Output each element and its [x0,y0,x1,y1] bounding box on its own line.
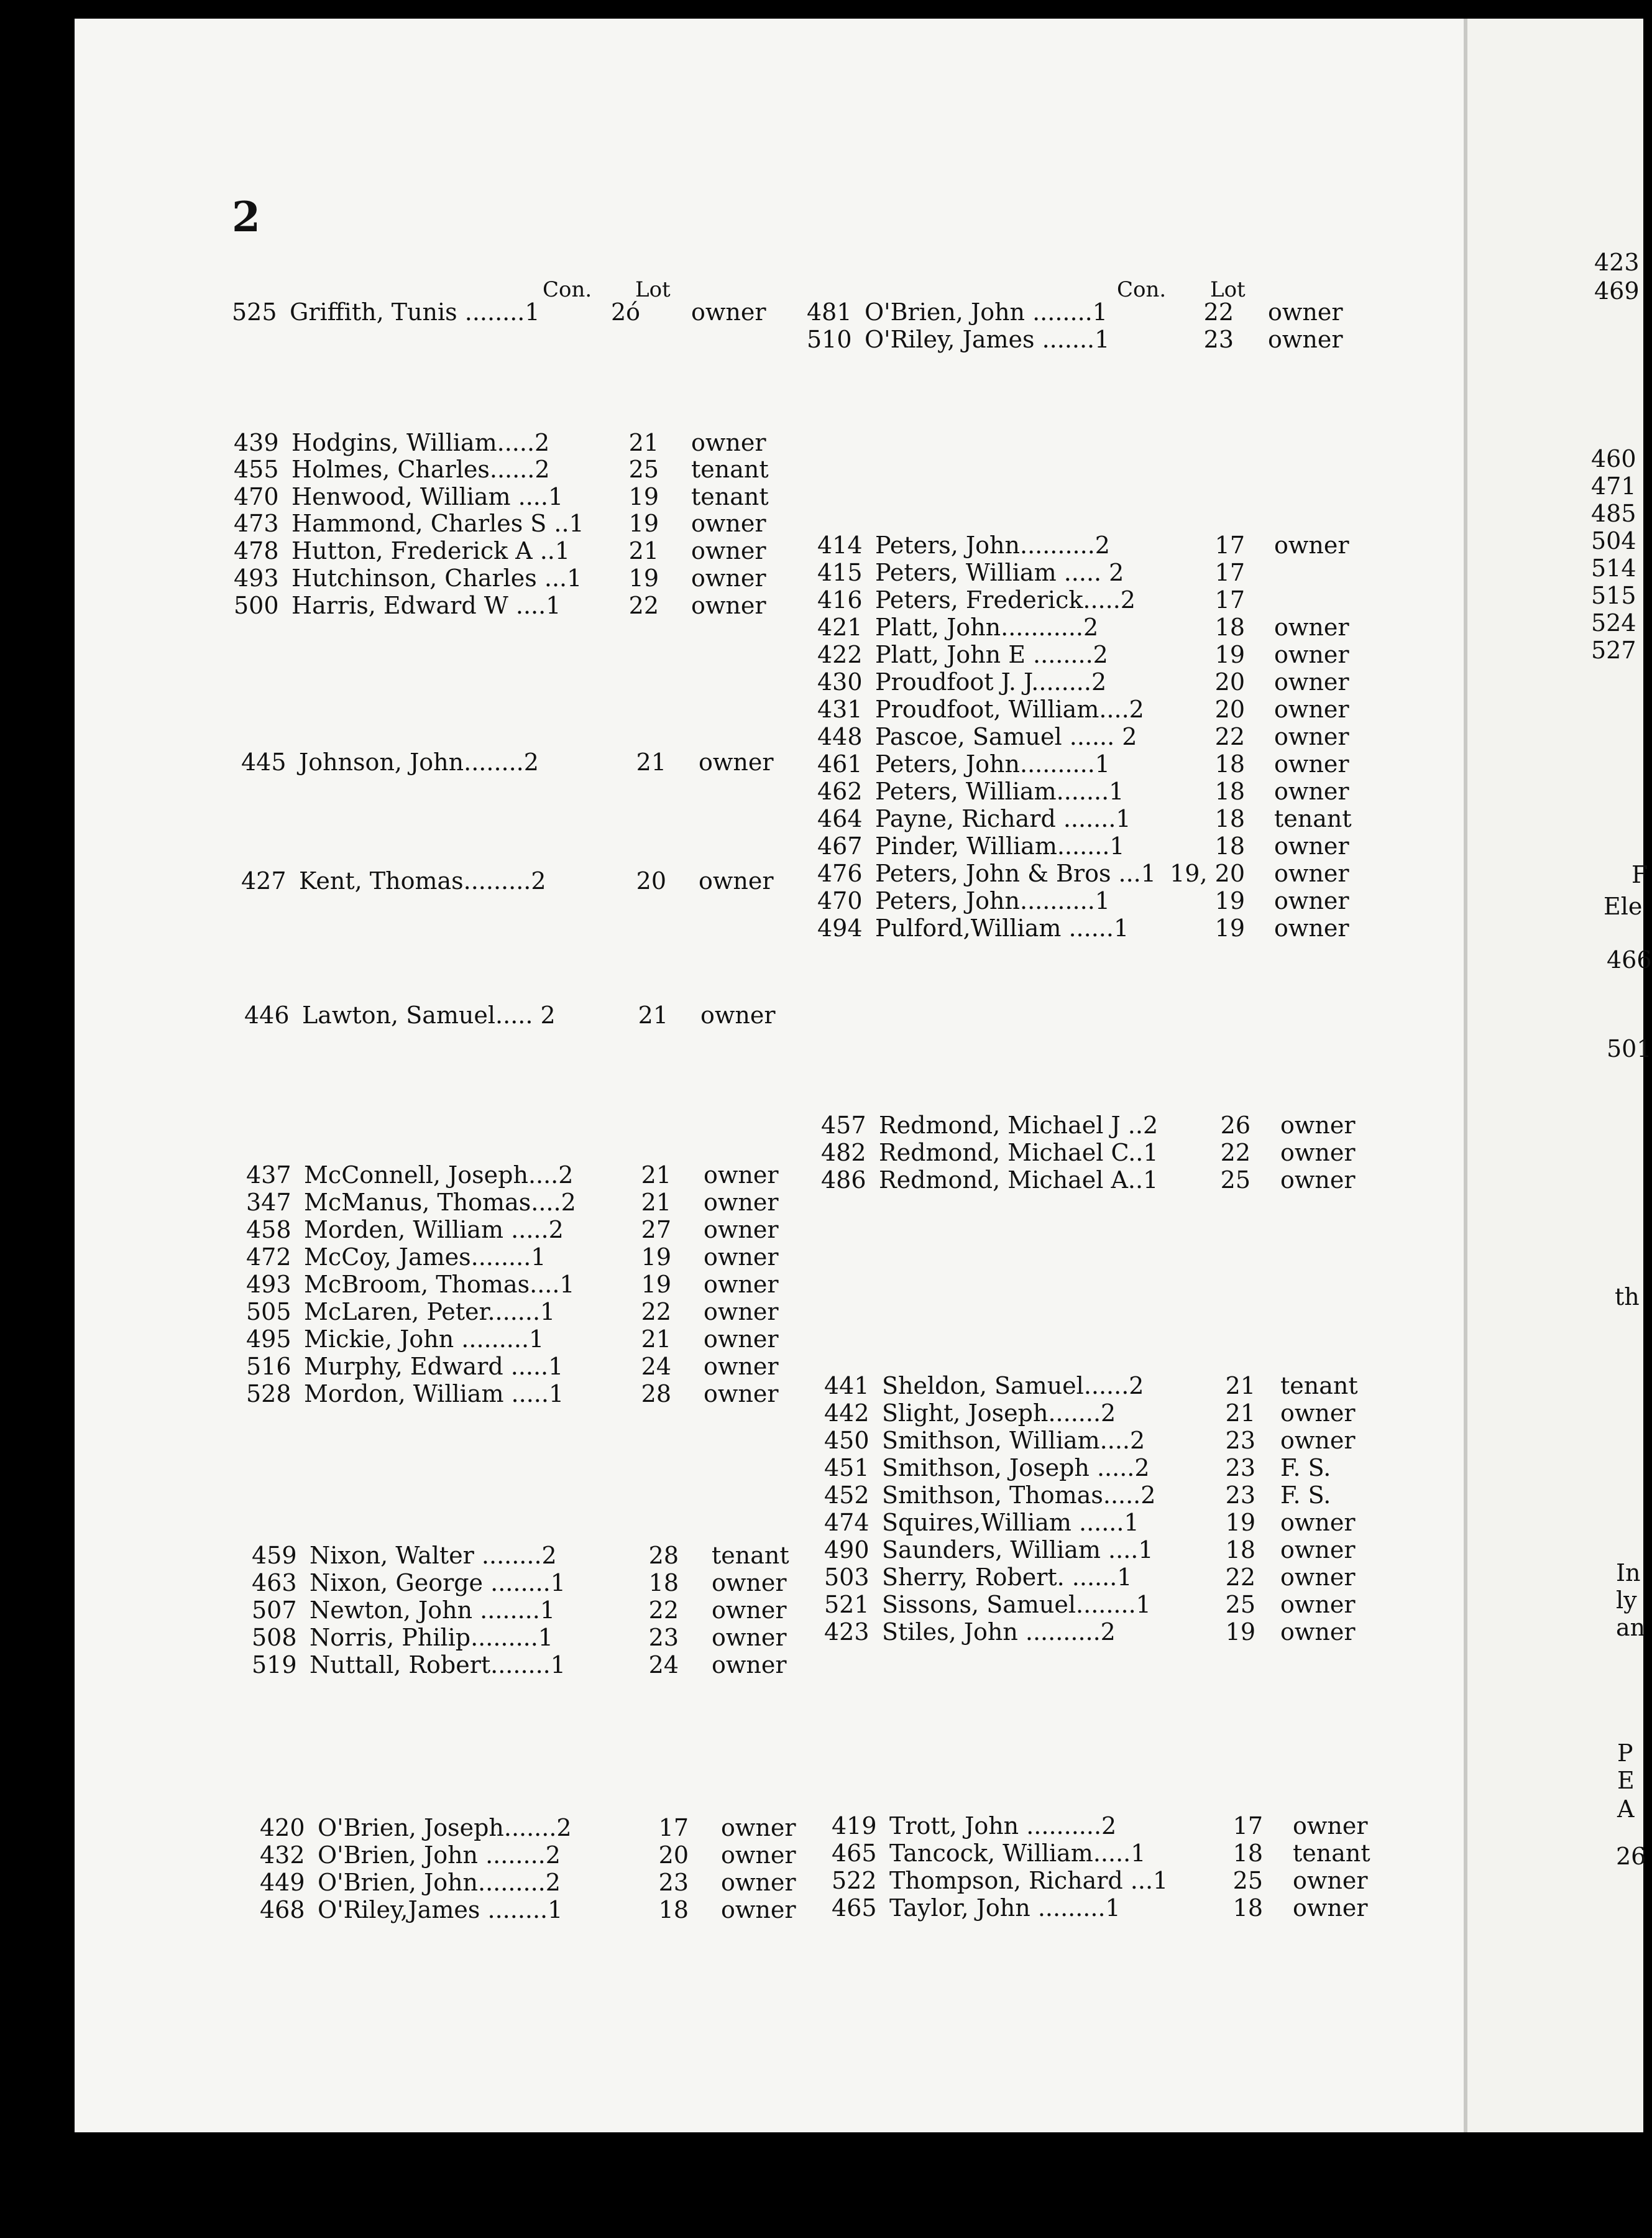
entry-name-con: Smithson, William....2 [882,1427,1145,1454]
entry-number: 521 [824,1591,870,1618]
entry-number: 494 [817,914,863,942]
entry-status: owner [704,1216,779,1243]
entry-number: 445 [241,748,287,776]
entry-name-con: Stiles, John ..........2 [882,1618,1116,1646]
entry-name-con: McConnell, Joseph....2 [304,1161,574,1189]
entry-lot: 24 [648,1651,679,1678]
entry-name-con: Proudfoot J. J........2 [875,668,1107,696]
entry-lot: 22 [648,1596,679,1624]
entry-status: owner [1280,1139,1356,1166]
entry-status: owner [691,510,766,537]
entry-number: 448 [817,723,863,750]
entry-name-con: Pinder, William.......1 [875,832,1125,860]
entry-name-con: Payne, Richard .......1 [875,805,1131,832]
entry-lot: 17 [658,1814,689,1841]
entry-lot: 27 [641,1216,671,1243]
entry-number: 528 [246,1380,291,1407]
entry-name-con: McLaren, Peter.......1 [304,1298,556,1325]
entry-lot: 25 [1220,1166,1250,1194]
entry-status: owner [699,748,774,776]
entry-number: 465 [832,1840,877,1867]
entry-status: owner [704,1161,779,1189]
entry-status: owner [712,1624,787,1651]
entry-lot: 19, 20 [1170,860,1245,887]
entry-number: 482 [821,1139,866,1166]
entry-name-con: Trott, John ..........2 [889,1812,1117,1840]
adjacent-page-fragment: 504 [1591,527,1636,555]
entry-lot: 18 [1225,1536,1255,1563]
entry-status: tenant [691,483,769,510]
entry-number: 462 [817,778,863,805]
entry-status: F. S. [1280,1454,1331,1481]
entry-name-con: McBroom, Thomas....1 [304,1271,575,1298]
entry-status: owner [712,1651,787,1678]
entry-name-con: Smithson, Joseph .....2 [882,1454,1150,1481]
entry-number: 516 [246,1353,291,1380]
entry-number: 450 [824,1427,870,1454]
entry-name-con: Peters, William ..... 2 [875,559,1124,586]
entry-number: 457 [821,1112,866,1139]
entry-status: owner [704,1189,779,1216]
entry-status: owner [699,867,774,895]
entry-lot: 17 [1232,1812,1263,1840]
entry-name-con: Nuttall, Robert........1 [310,1651,566,1678]
entry-name-con: Johnson, John........2 [299,748,539,776]
entry-status: owner [1274,832,1349,860]
entry-number: 430 [817,668,863,696]
entry-status: owner [691,298,766,326]
entry-name-con: O'Riley,James ........1 [318,1896,563,1923]
entry-number: 473 [234,510,279,537]
entry-lot: 22 [1214,723,1245,750]
adjacent-page-fragment: F [1631,861,1648,888]
entry-status: owner [1274,641,1349,668]
entry-lot: 17 [1214,532,1245,559]
entry-number: 465 [832,1894,877,1922]
entry-name-con: Pulford,William ......1 [875,914,1129,942]
entry-status: owner [1274,614,1349,641]
entry-lot: 21 [641,1161,671,1189]
entry-lot: 19 [1225,1509,1255,1536]
entry-number: 455 [234,456,279,483]
entry-lot: 21 [1225,1372,1255,1399]
entry-name-con: Platt, John E ........2 [875,641,1108,668]
entry-status: F. S. [1280,1481,1331,1509]
entry-name-con: Slight, Joseph.......2 [882,1399,1116,1427]
adjacent-page-fragment: 469 [1594,277,1640,305]
entry-name-con: Saunders, William ....1 [882,1536,1154,1563]
entry-lot: 22 [628,592,659,619]
entry-name-con: O'Brien, John.........2 [318,1869,561,1896]
entry-status: owner [1293,1894,1368,1922]
entry-lot: 24 [641,1353,671,1380]
adjacent-page-fragment: th [1615,1283,1640,1310]
entry-status: owner [712,1596,787,1624]
entry-number: 451 [824,1454,870,1481]
entry-status: owner [1280,1618,1356,1646]
entry-lot: 20 [1214,668,1245,696]
entry-name-con: Redmond, Michael J ..2 [879,1112,1159,1139]
entry-lot: 21 [641,1325,671,1353]
entry-number: 452 [824,1481,870,1509]
entry-name-con: Redmond, Michael A..1 [879,1166,1159,1194]
entry-status: owner [691,537,766,564]
entry-number: 476 [817,860,863,887]
entry-lot: 21 [641,1189,671,1216]
entry-lot: 20 [658,1841,689,1869]
entry-name-con: Henwood, William ....1 [291,483,564,510]
entry-lot: 18 [658,1896,689,1923]
entry-number: 478 [234,537,279,564]
entry-lot: 28 [648,1542,679,1569]
entry-number: 505 [246,1298,291,1325]
entry-lot: 19 [1214,914,1245,942]
entry-status: owner [1293,1812,1368,1840]
entry-number: 419 [832,1812,877,1840]
entry-name-con: Sheldon, Samuel......2 [882,1372,1144,1399]
adjacent-page-fragment: 423 [1594,249,1640,276]
entry-status: owner [1274,887,1349,914]
entry-lot: 22 [1220,1139,1250,1166]
entry-name-con: Sherry, Robert. ......1 [882,1563,1132,1591]
entry-number: 510 [807,326,852,353]
entry-lot: 18 [1214,832,1245,860]
adjacent-page-fragment: 26 [1616,1843,1646,1870]
entry-name-con: Proudfoot, William....2 [875,696,1144,723]
entry-lot: 23 [658,1869,689,1896]
entry-name-con: O'Riley, James .......1 [865,326,1110,353]
entry-lot: 21 [638,1002,668,1029]
entry-number: 347 [246,1189,291,1216]
entry-status: owner [691,564,766,592]
entry-number: 420 [260,1814,305,1841]
entry-number: 459 [252,1542,297,1569]
entry-name-con: Harris, Edward W ....1 [291,592,561,619]
entry-number: 463 [252,1569,297,1596]
entry-name-con: Peters, Frederick.....2 [875,586,1136,614]
entry-lot: 25 [1232,1867,1263,1894]
entry-lot: 28 [641,1380,671,1407]
adjacent-page-fragment: ly [1616,1586,1637,1614]
entry-name-con: Taylor, John .........1 [889,1894,1121,1922]
adjacent-page-fragment: 515 [1591,582,1636,609]
entry-number: 470 [234,483,279,510]
entry-status: owner [1268,326,1343,353]
entry-status: owner [1280,1112,1356,1139]
entry-lot: 17 [1214,559,1245,586]
entry-status: owner [1274,668,1349,696]
entry-name-con: Smithson, Thomas.....2 [882,1481,1156,1509]
entry-number: 472 [246,1243,291,1271]
entry-name-con: Sissons, Samuel........1 [882,1591,1151,1618]
entry-status: owner [1274,860,1349,887]
entry-lot: 19 [641,1271,671,1298]
entry-status: owner [1280,1563,1356,1591]
adjacent-page-fragment: E [1617,1767,1635,1794]
entry-lot: 21 [1225,1399,1255,1427]
entry-status: owner [691,429,766,456]
entry-number: 508 [252,1624,297,1651]
adjacent-page-fragment: 514 [1591,555,1636,582]
entry-number: 414 [817,532,863,559]
entry-lot: 18 [1214,805,1245,832]
entry-lot: 18 [1214,614,1245,641]
entry-number: 493 [234,564,279,592]
entry-number: 493 [246,1271,291,1298]
entry-name-con: O'Brien, John ........1 [865,298,1108,326]
entry-number: 446 [244,1002,290,1029]
entry-number: 503 [824,1563,870,1591]
entry-name-con: Peters, John..........2 [875,532,1110,559]
entry-name-con: Platt, John...........2 [875,614,1099,641]
entry-name-con: Pascoe, Samuel ...... 2 [875,723,1137,750]
entry-number: 431 [817,696,863,723]
entry-number: 490 [824,1536,870,1563]
entry-name-con: Redmond, Michael C..1 [879,1139,1159,1166]
entry-status: owner [700,1002,776,1029]
entry-number: 437 [246,1161,291,1189]
entry-number: 474 [824,1509,870,1536]
entry-status: owner [721,1869,796,1896]
entry-number: 439 [234,429,279,456]
adjacent-page-fragment: A [1617,1795,1635,1823]
entry-status: owner [1274,914,1349,942]
entry-status: owner [1280,1536,1356,1563]
entry-number: 525 [232,298,277,326]
entry-name-con: O'Brien, John ........2 [318,1841,561,1869]
entry-lot: 17 [1214,586,1245,614]
page-number: 2 [232,193,260,241]
entry-status: owner [1280,1509,1356,1536]
entry-status: owner [704,1243,779,1271]
adjacent-page-fragment: 524 [1591,609,1636,637]
entry-lot: 21 [628,537,659,564]
entry-name-con: Tancock, William.....1 [889,1840,1146,1867]
entry-lot: 23 [1225,1454,1255,1481]
entry-name-con: Peters, John..........1 [875,750,1110,778]
entry-name-con: Mordon, William .....1 [304,1380,564,1407]
entry-lot: 19 [1214,641,1245,668]
entry-status: owner [1274,696,1349,723]
entry-status: tenant [1274,805,1352,832]
entry-status: owner [1274,532,1349,559]
entry-number: 416 [817,586,863,614]
entry-lot: 20 [1214,696,1245,723]
entry-name-con: O'Brien, Joseph.......2 [318,1814,572,1841]
con-header-right: Con. [1117,277,1167,302]
entry-status: owner [721,1841,796,1869]
entry-name-con: Nixon, Walter ........2 [310,1542,557,1569]
entry-number: 519 [252,1651,297,1678]
entry-number: 486 [821,1166,866,1194]
adjacent-page-fragment: 460 [1591,445,1636,472]
entry-number: 507 [252,1596,297,1624]
entry-lot: 23 [1225,1481,1255,1509]
entry-status: owner [704,1380,779,1407]
entry-number: 467 [817,832,863,860]
entry-lot: 18 [1232,1894,1263,1922]
entry-number: 441 [824,1372,870,1399]
entry-number: 449 [260,1869,305,1896]
adjacent-page-fragment: an [1616,1614,1646,1641]
entry-status: tenant [1280,1372,1358,1399]
entry-number: 421 [817,614,863,641]
entry-lot: 19 [641,1243,671,1271]
entry-status: owner [1280,1427,1356,1454]
entry-name-con: Newton, John ........1 [310,1596,555,1624]
entry-name-con: Murphy, Edward .....1 [304,1353,564,1380]
entry-name-con: Hodgins, William.....2 [291,429,550,456]
adjacent-page-fragment: 466 [1607,946,1652,974]
entry-status: owner [1280,1591,1356,1618]
entry-status: owner [721,1896,796,1923]
entry-lot: 18 [1232,1840,1263,1867]
entry-name-con: Lawton, Samuel..... 2 [302,1002,556,1029]
entry-number: 468 [260,1896,305,1923]
entry-name-con: Hutton, Frederick A ..1 [291,537,571,564]
entry-name-con: Peters, John..........1 [875,887,1110,914]
entry-status: tenant [712,1542,789,1569]
entry-name-con: Mickie, John .........1 [304,1325,544,1353]
entry-number: 422 [817,641,863,668]
entry-status: owner [704,1298,779,1325]
entry-lot: 25 [1225,1591,1255,1618]
entry-status: tenant [691,456,769,483]
entry-lot: 19 [628,483,659,510]
adjacent-page-fragment: In [1616,1559,1641,1586]
entry-name-con: Norris, Philip.........1 [310,1624,553,1651]
entry-number: 464 [817,805,863,832]
entry-lot: 19 [628,564,659,592]
entry-lot: 19 [1225,1618,1255,1646]
entry-lot: 21 [636,748,666,776]
entry-number: 423 [824,1618,870,1646]
entry-name-con: Peters, John & Bros ...1 [875,860,1156,887]
adjacent-page-fragment: 485 [1591,500,1636,527]
lot-header-left: Lot [635,277,671,302]
entry-name-con: Holmes, Charles......2 [291,456,550,483]
entry-lot: 26 [1220,1112,1250,1139]
entry-number: 427 [241,867,287,895]
entry-name-con: Hutchinson, Charles ...1 [291,564,582,592]
entry-lot: 19 [1214,887,1245,914]
entry-lot: 23 [648,1624,679,1651]
entry-name-con: Hammond, Charles S ..1 [291,510,584,537]
lot-header-right: Lot [1210,277,1246,302]
entry-status: owner [1280,1166,1356,1194]
entry-lot: 21 [628,429,659,456]
entry-status: owner [712,1569,787,1596]
entry-lot: 20 [636,867,666,895]
adjacent-page-fragment: 501 [1607,1035,1652,1062]
entry-lot: 22 [1203,298,1234,326]
entry-number: 522 [832,1867,877,1894]
entry-number: 500 [234,592,279,619]
entry-number: 415 [817,559,863,586]
entry-lot: 18 [1214,778,1245,805]
entry-name-con: Morden, William .....2 [304,1216,564,1243]
adjacent-page-fragment: 471 [1591,472,1636,500]
entry-number: 458 [246,1216,291,1243]
entry-status: owner [721,1814,796,1841]
entry-name-con: McManus, Thomas....2 [304,1189,576,1216]
entry-status: owner [691,592,766,619]
entry-status: owner [1268,298,1343,326]
entry-lot: 25 [628,456,659,483]
entry-name-con: Nixon, George ........1 [310,1569,566,1596]
entry-number: 432 [260,1841,305,1869]
entry-number: 470 [817,887,863,914]
entry-name-con: Griffith, Tunis ........1 [290,298,540,326]
entry-number: 461 [817,750,863,778]
entry-lot: 23 [1203,326,1234,353]
entry-lot: 22 [1225,1563,1255,1591]
adjacent-page-fragment: 527 [1591,637,1636,664]
adjacent-page-fragment: P [1617,1739,1633,1767]
entry-name-con: Thompson, Richard ...1 [889,1867,1168,1894]
entry-lot: 18 [1214,750,1245,778]
entry-number: 481 [807,298,852,326]
entry-status: owner [1274,750,1349,778]
entry-number: 495 [246,1325,291,1353]
entry-lot: 23 [1225,1427,1255,1454]
entry-status: owner [1280,1399,1356,1427]
entry-name-con: McCoy, James........1 [304,1243,546,1271]
entry-lot: 18 [648,1569,679,1596]
entry-status: owner [704,1271,779,1298]
entry-lot: 19 [628,510,659,537]
entry-lot: 2ó [610,298,640,326]
entry-number: 442 [824,1399,870,1427]
adjacent-page-fragment: Ele [1604,893,1643,920]
entry-lot: 22 [641,1298,671,1325]
entry-status: owner [1293,1867,1368,1894]
entry-status: owner [1274,723,1349,750]
entry-status: owner [1274,778,1349,805]
con-header-left: Con. [543,277,592,302]
entry-status: owner [704,1325,779,1353]
entry-status: owner [704,1353,779,1380]
entry-status: tenant [1293,1840,1370,1867]
entry-name-con: Kent, Thomas.........2 [299,867,546,895]
entry-name-con: Squires,William ......1 [882,1509,1139,1536]
entry-name-con: Peters, William.......1 [875,778,1124,805]
